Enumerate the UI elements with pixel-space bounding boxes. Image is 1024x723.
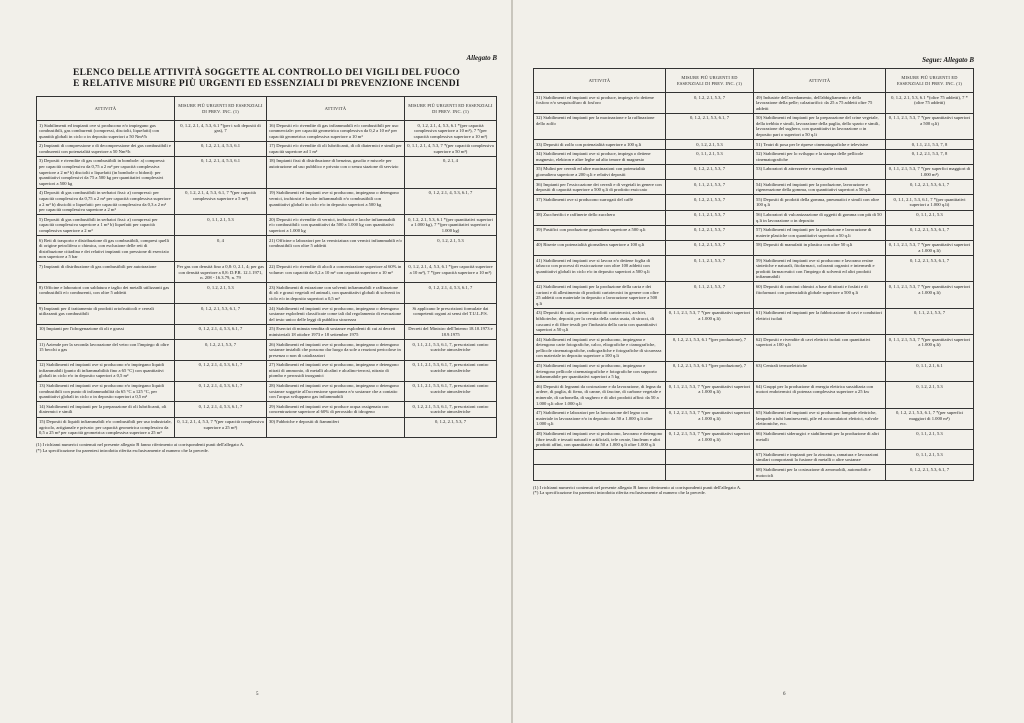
measures-cell: 0, 1.2, 2.1, 5.3, 6.1, 7 — [886, 225, 974, 240]
table-row — [37, 402, 497, 417]
table-row — [534, 335, 974, 361]
measures-cell: 0, 1.2, 2.1, 4, 5.3, 6.1, 7 — [405, 283, 497, 304]
table-row — [37, 156, 497, 188]
table-row — [534, 429, 974, 450]
activity-cell: 32) Stabilimenti ed impianti per la macinazione e la raffinazione dello zolfo — [534, 113, 666, 139]
measures-cell: 0, 1.2, 2.1, 5.3, 6.1 *(per quantitativi superiori a 1.000 kg), 7 *(per quantitativi superiori a 1.000 kg) — [405, 215, 497, 236]
activity-cell: 46) Depositi di legnami da costruzione e da lavorazione, di legna da ardere, di paglia, di fieno, di canne, di fascine, di carbone vegetale e minerale, di carbonella, di sughero e di altri prodotti affini: da 50 a 1.000 q.li oltre 1.000 q.li — [534, 382, 666, 408]
measures-cell: 0, 1.1, 2.1, 5.3, 7 *(per quantitativi superiori a 1.000 q.li) — [886, 282, 974, 308]
activity-cell: 61) Stabilimenti ed impianti per la fabbricazione di cavi e conduttori elettrici isolati — [754, 308, 886, 334]
activity-cell: 49) Industrie dell'arredamento, dell'abbigliamento e della lavorazione della pelle; calzaturifici: da 25 a 75 addetti oltre 75 addetti — [754, 93, 886, 114]
measures-cell: 0, 1.2, 2.1, 5.3, 7 *(per quantitativi superiori a 1.000 q.li) — [666, 408, 754, 429]
measures-cell: 0, 1.2, 2.1, 5.3, 6.1, 7 *(per superfici maggiori di 1.000 m²) — [886, 408, 974, 429]
measures-cell: 0, 1.1, 2.1, 5.3, 7 — [666, 180, 754, 195]
table-row — [37, 360, 497, 381]
activity-cell: 57) Stabilimenti ed impianti per la produzione e lavorazione di materie plastiche con quantitativi superiori a 50 q.li — [754, 225, 886, 240]
right-page-header: Segue: Allegato B — [922, 56, 974, 64]
activity-cell: 22) Depositi e/o rivendite di alcoli a concentrazione superiore al 60% in volume: con capacità da 0,2 a 10 m³ con capacità superiore a 10 m³ — [267, 262, 405, 283]
measures-cell: 0, 1.1, 2.1, 6.1 — [886, 361, 974, 382]
table-row — [37, 215, 497, 236]
activity-cell: 20) Depositi e/o rivendite di vernici, inchiostri e lacche infiammabili e/o combustibili: con quantitativi da 500 a 1.000 kg con quantitativi superiori a 1.000 kg — [267, 215, 405, 236]
measures-cell: 0, 1.1, 2.1, 5.3, 7 *(per quantitativi superiori a 1.000 q.li) — [886, 240, 974, 255]
activity-cell: 59) Stabilimenti ed impianti ove si producono e lavorano resine sintetiche e naturali, fitofarmaci, coloranti organici e intermedi e prodotti farmaceutici con l'impiego di solventi ed altri prodotti infiammabili — [754, 256, 886, 282]
measures-cell: 0, 1.1, 2.1, 5.3 — [886, 450, 974, 465]
activity-cell: 63) Centrali termoelettriche — [754, 361, 886, 382]
table-row — [534, 225, 974, 240]
table-row — [37, 417, 497, 438]
activity-cell: 1) Stabilimenti ed impianti ove si producono e/o impiegano gas combustibili, gas comburenti (compressi, disciolti, liquefatti) con quantità globali in ciclo o in deposito superiori a 50 Nm³/h — [37, 121, 175, 142]
measures-cell: 0, 1.1, 2.1, 5.3, 7 *(per quantitativi superiori a 1.000 q.li) — [666, 382, 754, 408]
measures-cell: Si applicano le prescrizioni formulate dai competenti organi ai sensi del T.U.L.P.S. — [405, 304, 497, 325]
left-page-header: Allegato B — [466, 54, 497, 62]
measures-cell — [666, 450, 754, 465]
measures-cell: 0, 1.2, 2.1, 5.3, 6.1 *(per produzione), 7 — [666, 361, 754, 382]
measures-cell: 0, 1.2, 2.1, 5.3, 6.1, 7, prescrizioni contro scariche atmosferiche — [405, 402, 497, 417]
activity-cell: 5) Depositi di gas combustibili in serbatoi fissi: a) compressi per capacità complessiva superiore a 1 m³ b) liquefatti per capacità complessiva superiore a 2 m³ — [37, 215, 175, 236]
measures-cell: 0, 1.1, 2.1, 5.3, 6.1, 7, prescrizioni contro scariche atmosferiche — [405, 381, 497, 402]
activity-cell: 12) Stabilimenti ed impianti ove si producono e/o impiegano liquidi infiammabili (punto di infiammabilità fino a 65 °C) con quantitativi globali in ciclo e/o in deposito superiori a 0,5 m³ — [37, 360, 175, 381]
table-row — [37, 121, 497, 142]
measures-cell: Decreti del Ministro dell'Interno 18.10.1973 e 18.9.1975 — [405, 324, 497, 339]
measures-cell: 0, 1.1, 2.1, 5.3 — [886, 210, 974, 225]
measures-cell: 0, 1.2, 2.1, 5.3, 6.1, 7 — [886, 180, 974, 195]
activity-cell: 42) Stabilimenti ed impianti per la produzione della carta e dei cartoni e di allestimento di prodotti cartotecnici in genere con oltre 25 addetti con materiale in deposito o lavorazione superiore a 500 q.li — [534, 282, 666, 308]
activity-cell: 35) Mulini per cereali ed altre macinazioni con potenzialità giornaliera superiore a 200 q.li e relativi depositi — [534, 164, 666, 179]
activity-cell: 55) Depositi di prodotti della gomma, pneumatici e simili con oltre 100 q.li — [754, 195, 886, 210]
right-activities-table — [533, 68, 974, 481]
measures-cell: 0, 1.2, 2.1, 5.3, 7 — [666, 164, 754, 179]
activity-cell: 10) Impianti per l'idrogenazione di oli e grassi — [37, 324, 175, 339]
col-header-activity: ATTIVITÀ — [267, 97, 405, 121]
measures-cell: 0, 1.2, 2.1, 5.3 — [666, 140, 754, 150]
activity-cell: 31) Stabilimenti ed impianti ove si produce, impiega e/o detiene fosforo e/o sesquisolfuro di fosforo — [534, 93, 666, 114]
measures-cell: 0, 1.2, 2.1, 4, 5.3, 6.1, 7 — [175, 402, 267, 417]
left-page — [0, 0, 511, 723]
table-row — [534, 408, 974, 429]
measures-cell: 0, 1.2, 2.1, 5.3, 6.1 *(oltre 75 addetti), 7 *(oltre 75 addetti) — [886, 93, 974, 114]
measures-cell: 0, 1.2, 2.1, 4, 5.3, 6.1, 7 — [175, 324, 267, 339]
measures-cell: 0, 1.1, 2.1, 5.3, 7 *(per quantitativi superiori a 500 q.li) — [886, 113, 974, 139]
measures-cell: 0, 1.2, 2.1, 5.3, 7, 8 — [886, 149, 974, 164]
measures-cell: 0, 1.1, 2.1, 5.3 — [666, 149, 754, 164]
table-row — [534, 361, 974, 382]
activity-cell: 3) Depositi e rivendite di gas combustibili in bombole: a) compressi: per capacità complessiva da 0,75 a 2 m³ per capacità complessiva superiore a 2 m³ b) disciolti o liquefatti (in bombole o bidoni): per quantitativi complessivi da 75 a 500 kg per quantitativi complessivi superiori a 500 kg — [37, 156, 175, 188]
measures-cell: 0, 1.2, 2.1, 5.3, 6.1, 7 — [886, 256, 974, 282]
measures-cell: 0, 1.2, 2.1, 5.3, 7 — [175, 340, 267, 361]
activity-cell: 15) Depositi di liquidi infiammabili e/o combustibili per uso industriale, agricolo, artigianale e privato: per capacità geometrica complessiva da 0,5 a 25 m³ per capacità geometrica complessiva superiore a 25 m³ — [37, 417, 175, 438]
left-activities-table — [36, 96, 497, 438]
activity-cell: 6) Reti di trasporto e distribuzione di gas combustibili, compresi quelli di origine petrolifera o chimica, con esclusione delle reti di distribuzione cittadina e dei relativi impianti con pressione di esercizio non superiore a 5 bar — [37, 236, 175, 262]
footnote-2: (*) La specificazione fra parentesi introdotta riferita esclusivamente al numero che la precede. — [36, 448, 209, 454]
measures-cell: 0, 1.2, 2.1, 4, 5.3, 7 *(per capacità complessiva superiore a 25 m³) — [175, 417, 267, 438]
table-row — [37, 340, 497, 361]
activity-cell: 37) Stabilimenti ove si producono surrogati del caffè — [534, 195, 666, 210]
measures-cell: 0, 1.1, 2.1, 5.3 — [886, 429, 974, 450]
table-row — [534, 180, 974, 195]
measures-cell: 0, 1.1, 2.1, 5.3, 7 — [666, 210, 754, 225]
table-row — [534, 282, 974, 308]
table-row — [37, 236, 497, 262]
measures-cell: Per gas con densità fino a 0,8: 0, 2.1, 4; per gas con densità superiore a 0,8: D.P.R. 12.1.1971, n. 208 - 16.3.79, n. 79 — [175, 262, 267, 283]
activity-cell: 19) Stabilimenti ed impianti ove si producono, impiegano o detengono vernici, inchiostri e lacche infiammabili e/o combustibili con quantitativi globali in ciclo e/o in deposito superiori a 500 kg — [267, 188, 405, 214]
measures-cell: 0, 1.1, 2.1, 5.3, 7 — [666, 256, 754, 282]
table-row — [534, 450, 974, 465]
col-header-measures: MISURE PIÙ URGENTI ED ESSENZIALI DI PREV. INC. (1) — [666, 69, 754, 93]
activity-cell: 27) Stabilimenti ed impianti ove si producono, impiegano e detengono nitrati di ammonio, di metalli alcalini e alcalino-terrosi, nitrato di piombo e perossidi inorganici — [267, 360, 405, 381]
measures-cell: 0, 1.2, 2.1, 5.3 — [405, 236, 497, 262]
activity-cell: 68) Stabilimenti per la costruzione di aeromobili, automobili e motocicli — [754, 465, 886, 480]
activity-cell: 2) Impianti di compressione o di decompressione dei gas combustibili e comburenti con potenzialità superiore a 50 Nm³/h — [37, 141, 175, 156]
measures-cell: 0, 1.2, 2.1, 5.3 — [886, 382, 974, 408]
activity-cell: 29) Stabilimenti ed impianti ove si produce acqua ossigenata con concentrazione superiore al 60% di perossido di idrogeno — [267, 402, 405, 417]
measures-cell: 0, 1.1, 2.1, 5.3, 7, 8 — [886, 140, 974, 150]
activity-cell: 45) Stabilimenti ed impianti ove si producono, impiegano e detengono pellicole cinematografiche e fotografiche con supporto infiammabile per quantitativi superiori a 5 kg — [534, 361, 666, 382]
measures-cell: 0, 1.2, 2.1, 4, 5.3, 6.1 *(per i soli depositi di gas), 7 — [175, 121, 267, 142]
measures-cell: 0, 1.2, 2.1, 5.3, 6.1 *(per produzione), 7 — [666, 335, 754, 361]
activity-cell: 28) Stabilimenti ed impianti ove si producono, impiegano o detengono sostanze soggette all'accensione spontanea e/o sostanze che a contatto con l'acqua sviluppano gas infiammabili — [267, 381, 405, 402]
left-footnotes — [36, 442, 497, 454]
page-number: 6 — [783, 692, 786, 697]
activity-cell: 38) Zuccherifici e raffinerie dello zucchero — [534, 210, 666, 225]
table-row — [534, 210, 974, 225]
activity-cell: 7) Impianti di distribuzione di gas combustibili per autotrazione — [37, 262, 175, 283]
activity-cell: 23) Stabilimenti di estrazione con solventi infiammabili e raffinazione di oli e grassi vegetali ed animali, con quantitativi globali di solventi in ciclo e/o in deposito superiori a 0,5 m³ — [267, 283, 405, 304]
measures-cell: 0, 1.2, 2.1, 4, 5.3, 6.1, 7 — [175, 381, 267, 402]
activity-cell: 54) Stabilimenti ed impianti per la produzione, lavorazione e rigenerazione della gomma, con quantitativi superiori a 50 q.li — [754, 180, 886, 195]
table-row — [534, 93, 974, 114]
measures-cell: 0, 1.1, 2.1, 5.3, 7 — [886, 308, 974, 334]
measures-cell: 0, 1.2, 2.1, 5.3, 7 — [666, 225, 754, 240]
activity-cell: 16) Depositi e/o rivendite di gas infiammabili e/o combustibili per uso commerciale: per capacità geometrica complessiva da 0,2 a 10 m³ per capacità geometrica complessiva superiore a 10 m³ — [267, 121, 405, 142]
table-row — [534, 382, 974, 408]
activity-cell: 60) Depositi di concimi chimici a base di nitrati e fosfati e di fitofarmaci con potenzialità globale superiore a 500 q.li — [754, 282, 886, 308]
table-row — [534, 113, 974, 139]
measures-cell: 0, 1.1, 2.1, 5.3, 7 — [666, 282, 754, 308]
col-header-activity: ATTIVITÀ — [37, 97, 175, 121]
measures-cell: 0, 1.2, 2.1, 5.3, 6.1, 7 — [175, 304, 267, 325]
title-line-1: ELENCO DELLE ATTIVITÀ SOGGETTE AL CONTROLLO DEI VIGILI DEL FUOCO — [72, 68, 461, 78]
activity-cell: 52) Stabilimenti per lo sviluppo e la stampa delle pellicole cinematografiche — [754, 149, 886, 164]
measures-cell: 0, 1.2, 2.1, 4, 5.3, 6.1 — [175, 156, 267, 188]
activity-cell: 8) Officine e laboratori con saldatura e taglio dei metalli utilizzanti gas combustibili e/o comburenti, con oltre 5 addetti — [37, 283, 175, 304]
measures-cell: 0, 1.1, 2.1, 5.3, 6.1, 7, prescrizioni contro scariche atmosferiche — [405, 340, 497, 361]
footnote-1: (1) I richiami numerici contenuti nel presente allegato B fanno riferimento ai corrispondenti punti dell'allegato A. — [533, 484, 742, 490]
table-row — [534, 195, 974, 210]
activity-cell: 56) Laboratori di vulcanizzazione di oggetti di gomma con più di 50 q.li in lavorazione o in deposito — [754, 210, 886, 225]
measures-cell: 0, 1.2, 2.1, 5.3, 7 — [666, 195, 754, 210]
activity-cell: 14) Stabilimenti ed impianti per la preparazione di oli lubrificanti, oli diatermici e simili — [37, 402, 175, 417]
table-row — [37, 141, 497, 156]
activity-cell: 51) Teatri di posa per le riprese cinematografiche e televisive — [754, 140, 886, 150]
col-header-measures: MISURE PIÙ URGENTI ED ESSENZIALI DI PREV. INC. (1) — [175, 97, 267, 121]
activity-cell: 58) Depositi di manufatti in plastica con oltre 50 q.li — [754, 240, 886, 255]
measures-cell: 0, 1.2, 2.1, 4, 5.3, 6.1, 7 — [405, 188, 497, 214]
activity-cell: 41) Stabilimenti ed impianti ove si lavora e/o detiene foglia di tabacco con processi di essiccazione con oltre 100 addetti con quantitativi globali in ciclo e/o in deposito superiori a 500 q.li — [534, 256, 666, 282]
measures-cell: 0, 1.2, 2.1, 5.3, 7 — [666, 240, 754, 255]
activity-cell: 44) Stabilimenti ed impianti ove si producono, impiegano e detengono carte fotografiche, calco, eliografiche e cianografiche, pellicole cinematografiche, radiografiche e fotografiche di sicurezza con materiale in deposito superiore a 100 q.li — [534, 335, 666, 361]
activity-cell: 13) Stabilimenti ed impianti ove si producono e/o impiegano liquidi combustibili con punto di infiammabilità da 65 °C a 125 °C, per quantitativi globali in ciclo o in deposito superiori a 0,5 m³ — [37, 381, 175, 402]
activity-cell: 64) Gruppi per la produzione di energia elettrica sussidiaria con motori endotermici di potenza complessiva superiore a 25 kw — [754, 382, 886, 408]
col-header-measures: MISURE PIÙ URGENTI ED ESSENZIALI DI PREV. INC. (1) — [405, 97, 497, 121]
table-row — [534, 308, 974, 334]
activity-cell: 67) Stabilimenti e impianti per la zincatura, ramatura e lavorazioni similari comportanti la fusione di metalli o altre sostanze — [754, 450, 886, 465]
table-row — [37, 304, 497, 325]
table-row — [534, 164, 974, 179]
activity-cell: 11) Aziende per la seconda lavorazione del vetro con l'impiego di oltre 15 becchi a gas — [37, 340, 175, 361]
table-row — [534, 240, 974, 255]
document-title — [36, 68, 497, 90]
measures-cell: 0, 1.1, 2.1, 5.3, 7 *(per superfici maggiori di 1.000 m²) — [886, 164, 974, 179]
activity-cell — [534, 450, 666, 465]
activity-cell: 43) Depositi di carta, cartoni e prodotti cartotecnici, archivi, biblioteche, depositi per la cernita della carta usata, di stracci, di cascami e di fibre tessili per l'industria della carta con quantitativi superiori a 50 q.li — [534, 308, 666, 334]
measures-cell: 0, 1.2, 2.1, 5.3, 7 *(per quantitativi superiori a 1.000 q.li) — [666, 429, 754, 450]
col-header-activity: ATTIVITÀ — [754, 69, 886, 93]
table-row — [37, 381, 497, 402]
measures-cell: 0, 2.1, 4 — [405, 156, 497, 188]
measures-cell: 0, 1.2, 2.1, 4, 5.3, 6.1 *(per capacità complessiva superiore a 10 m³), 7 *(per capacità complessiva superiore a 10 m³) — [405, 121, 497, 142]
title-line-2: E RELATIVE MISURE PIÙ URGENTI ED ESSENZIALI DI PREVENZIONE INCENDI — [73, 79, 460, 89]
activity-cell: 40) Riserie con potenzialità giornaliera superiore a 100 q.li — [534, 240, 666, 255]
measures-cell: 0, 1.1, 2.1, 4, 5.3, 7 *(per capacità complessiva superiore a 50 m³) — [405, 141, 497, 156]
measures-cell: 0, 1.2, 2.1, 4, 5.3, 6.1 — [175, 141, 267, 156]
table-row — [534, 465, 974, 480]
table-row — [534, 256, 974, 282]
page-number: 5 — [256, 692, 259, 697]
activity-cell: 34) Stabilimenti ed impianti ove si produce, impiega o detiene magnesio, elektron e altre leghe ad alto tenore di magnesio — [534, 149, 666, 164]
activity-cell: 9) Impianti per il trattamento di prodotti ortofrutticoli e cereali utilizzanti gas combustibili — [37, 304, 175, 325]
activity-cell: 4) Depositi di gas combustibili in serbatoi fissi: a) compressi: per capacità complessiva da 0,75 a 2 m³ per capacità complessiva superiore a 2 m³ b) disciolti o liquefatti: per capacità complessiva da 0,3 a 2 m³ per capacità complessiva superiore a 2 m³ — [37, 188, 175, 214]
measures-cell: 0, 1.2, 2.1, 4, 5.3, 6.1, 7 — [175, 360, 267, 381]
measures-cell: 0, 1.2, 2.1, 5.3, 7 — [405, 417, 497, 438]
table-row — [534, 149, 974, 164]
activity-cell: 53) Laboratori di attrezzerie e scenografie teatrali — [754, 164, 886, 179]
measures-cell — [666, 465, 754, 480]
activity-cell: 65) Stabilimenti ed impianti ove si producono lampade elettriche, lampade a tubi luminescenti, pile ed accumulatori elettrici, valvole elettroniche, ecc. — [754, 408, 886, 429]
activity-cell: 62) Depositi e rivendite di cavi elettrici isolati con quantitativi superiori a 100 q.li — [754, 335, 886, 361]
activity-cell: 48) Stabilimenti ed impianti ove si producono, lavorano e detengono fibre tessili e tessuti naturali e artificiali, tele cerate, linoleum e altri prodotti affini, con quantitativi: da 50 a 1.000 q.li oltre 1.000 q.li — [534, 429, 666, 450]
activity-cell: 47) Stabilimenti e laboratori per la lavorazione del legno con materiale in lavorazione e/o in deposito: da 50 a 1.000 q.li oltre 1.000 q.li — [534, 408, 666, 429]
right-footnotes — [533, 485, 974, 497]
activity-cell: 36) Impianti per l'essiccazione dei cereali e di vegetali in genere con depositi di capacità superiore a 500 q.li di prodotto essiccato — [534, 180, 666, 195]
table-row — [37, 262, 497, 283]
measures-cell: 0, 1.1, 2.1, 5.3, 6.1, 7, prescrizioni contro scariche atmosferiche — [405, 360, 497, 381]
measures-cell: 0, 4 — [175, 236, 267, 262]
measures-cell: 0, 1.1, 2.1, 5.3, 7 *(per quantitativi superiori a 1.000 q.li) — [886, 335, 974, 361]
table-row — [37, 324, 497, 339]
measures-cell: 0, 1.1, 2.1, 5.3 — [175, 215, 267, 236]
measures-cell: 0, 1.2, 2.1, 4, 5.3, 6.1 *(per capacità superiore a 10 m³), 7 *(per capacità superiore a 10 m³) — [405, 262, 497, 283]
activity-cell: 66) Stabilimenti siderurgici e stabilimenti per la produzione di altri metalli — [754, 429, 886, 450]
activity-cell: 30) Fabbriche e depositi di fiammiferi — [267, 417, 405, 438]
footnote-2: (*) La specificazione fra parentesi introdotta riferita esclusivamente al numero che la precede. — [533, 490, 706, 496]
measures-cell: 0, 1.1, 2.1, 5.3, 6.1, 7 *(per quantitativi superiori a 1.000 q.li) — [886, 195, 974, 210]
table-row — [37, 188, 497, 214]
activity-cell: 24) Stabilimenti ed impianti ove si producono, impiegano o detengono sostanze esplodenti classificate come tali dal regolamento di esecuzione del testo unico delle leggi di pubblica sicurezza — [267, 304, 405, 325]
footnote-1: (1) I richiami numerici contenuti nel presente allegato B fanno riferimento ai corrispondenti punti dell'allegato A. — [36, 442, 245, 448]
measures-cell: 0, 1.1, 2.1, 5.3, 7 *(per quantitativi superiori a 1.000 q.li) — [666, 308, 754, 334]
activity-cell — [534, 465, 666, 480]
activity-cell: 33) Depositi di zolfo con potenzialità superiore a 100 q.li — [534, 140, 666, 150]
measures-cell: 0, 1.2, 2.1, 5.3, 6.1, 7 — [666, 113, 754, 139]
activity-cell: 17) Depositi e/o rivendite di oli lubrificanti, di oli diatermici e simili per capacità superiore ad 1 m³ — [267, 141, 405, 156]
activity-cell: 39) Pastifici con produzione giornaliera superiore a 500 q.li — [534, 225, 666, 240]
activity-cell: 50) Stabilimenti ed impianti per la preparazione del crine vegetale, della trebbia e simili, lavorazione della paglia, dello sparto e simili, lavorazione del sughero, con quantitativi in lavorazione o in deposito pari o superiori a 50 q.li — [754, 113, 886, 139]
col-header-activity: ATTIVITÀ — [534, 69, 666, 93]
measures-cell: 0, 1.2, 2.1, 5.3, 7 — [666, 93, 754, 114]
table-row — [37, 283, 497, 304]
activity-cell: 26) Stabilimenti ed impianti ove si producono, impiegano o detengono sostanze instabili che possono dar luogo da sole a reazioni pericolose in presenza o non di catalizzatori — [267, 340, 405, 361]
col-header-measures: MISURE PIÙ URGENTI ED ESSENZIALI DI PREV. INC. (1) — [886, 69, 974, 93]
activity-cell: 25) Esercizi di minuta vendita di sostanze esplodenti di cui ai decreti ministeriali 18 ottobre 1973 e 18 settembre 1975 — [267, 324, 405, 339]
activity-cell: 21) Officine o laboratori per la verniciatura con vernici infiammabili e/o combustibili con oltre 5 addetti — [267, 236, 405, 262]
table-row — [534, 140, 974, 150]
measures-cell: 0, 1.2, 2.1, 5.3, 6.1, 7 — [886, 465, 974, 480]
measures-cell: 0, 1.2, 2.1, 4, 5.3, 6.1, 7 *(per capacità complessiva superiore a 5 m³) — [175, 188, 267, 214]
measures-cell: 0, 1.2, 2.1, 5.3 — [175, 283, 267, 304]
activity-cell: 18) Impianti fissi di distribuzione di benzina, gasolio e miscele per autotrazione ad uso pubblico e privato con o senza stazione di servizio — [267, 156, 405, 188]
right-page — [513, 0, 1024, 723]
